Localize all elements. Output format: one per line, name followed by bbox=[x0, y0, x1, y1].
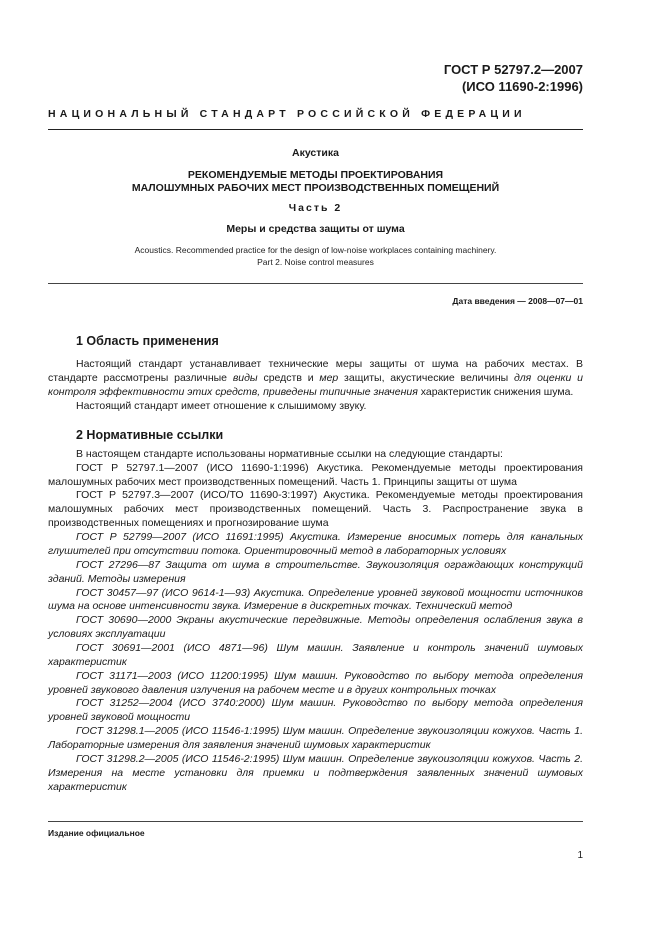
reference-item: ГОСТ Р 52797.1—2007 (ИСО 11690-1:1996) Акустика. Рекомендуемые методы проектирования малошумных рабочих мест производственных помещений. Часть 1. Принципы защиты от шума bbox=[48, 461, 583, 488]
reference-item: ГОСТ Р 52797.3—2007 (ИСО/ТО 11690-3:1997) Акустика. Рекомендуемые методы проектирования малошумных рабочих мест производственных помещений. Часть 3. Распространение звука в производственных помещениях и прогнозирование шума bbox=[48, 489, 583, 530]
reference-item: ГОСТ 31298.2—2005 (ИСО 11546-2:1995) Шум машин. Определение звукоизоляции кожухов. Часть 2. Измерения на месте установки для приемки и подтверждения заявленных значений шумовых характеристик bbox=[48, 752, 583, 793]
reference-item: ГОСТ 30457—97 (ИСО 9614-1—93) Акустика. Определение уровней звуковой мощности источников шума на основе интенсивности звука. Измерение в дискретных точках. Технический метод bbox=[48, 586, 583, 613]
text-run: характеристик снижения шума. bbox=[417, 386, 574, 399]
text-run: средств и bbox=[257, 372, 320, 385]
document-title bbox=[48, 169, 583, 196]
iso-number: (ИСО 11690-2:1996) bbox=[461, 78, 583, 94]
reference-item: ГОСТ Р 52799—2007 (ИСО 11691:1995) Акустика. Измерение вносимых потерь для канальных глушителей при отсутствии потока. Ориентировочный метод в лабораторных условиях bbox=[48, 531, 583, 557]
header-rule bbox=[48, 129, 583, 130]
section-1-paragraph-1 bbox=[48, 358, 583, 400]
title-rule bbox=[48, 283, 583, 284]
italic-run: мер bbox=[319, 372, 339, 385]
subject-title: Акустика bbox=[292, 147, 339, 160]
standard-header bbox=[48, 62, 583, 96]
text-run: Настоящий стандарт устанавливает технические меры защиты от шума на рабочих местах. В стандарте рассмотрены различные bbox=[48, 358, 583, 385]
part-label: Часть 2 bbox=[288, 201, 343, 214]
english-title-line1: Acoustics. Recommended practice for the design of low-noise workplaces containing machinery. bbox=[134, 244, 497, 255]
reference-item: ГОСТ 31298.1—2005 (ИСО 11546-1:1995) Шум машин. Определение звукоизоляции кожухов. Часть 1. Лабораторные измерения для заявления значений шумовых характеристик bbox=[48, 725, 583, 751]
document-title-line1: РЕКОМЕНДУЕМЫЕ МЕТОДЫ ПРОЕКТИРОВАНИЯ bbox=[187, 168, 444, 181]
reference-item: ГОСТ 30690—2000 Экраны акустические передвижные. Методы определения ослабления звука в условиях эксплуатации bbox=[48, 614, 583, 641]
section-2-intro: В настоящем стандарте использованы нормативные ссылки на следующие стандарты: bbox=[76, 447, 503, 460]
references-list bbox=[48, 462, 583, 795]
reference-item: ГОСТ 31252—2004 (ИСО 3740:2000) Шум машин. Руководство по выбору метода определения уровней звуковой мощности bbox=[48, 697, 583, 724]
english-title-line2: Part 2. Noise control measures bbox=[257, 256, 374, 267]
page-number: 1 bbox=[577, 850, 583, 861]
section-2-heading: 2 Нормативные ссылки bbox=[76, 427, 224, 442]
italic-run: виды bbox=[232, 372, 258, 385]
reference-item: ГОСТ 27296—87 Защита от шума в строительстве. Звукоизоляция ограждающих конструкций зданий. Методы измерения bbox=[48, 558, 583, 585]
english-title bbox=[48, 245, 583, 269]
document-title-line2: МАЛОШУМНЫХ РАБОЧИХ МЕСТ ПРОИЗВОДСТВЕННЫХ ПОМЕЩЕНИЙ bbox=[131, 182, 500, 195]
edition-label: Издание официальное bbox=[48, 828, 145, 838]
text-run: защиты, акустические величины bbox=[338, 372, 514, 385]
national-standard-title: НАЦИОНАЛЬНЫЙ СТАНДАРТ РОССИЙСКОЙ ФЕДЕРАЦИИ bbox=[48, 107, 526, 120]
section-1-paragraph-2: Настоящий стандарт имеет отношение к слышимому звуку. bbox=[76, 400, 367, 413]
reference-item: ГОСТ 31171—2003 (ИСО 11200:1995) Шум машин. Руководство по выбору метода определения уровней звукового давления излучения на рабочем месте и в других контрольных точках bbox=[48, 669, 583, 696]
introduction-date: Дата введения — 2008—07—01 bbox=[452, 295, 583, 306]
section-1-heading: 1 Область применения bbox=[76, 334, 219, 349]
footer-rule bbox=[48, 821, 583, 822]
part-subtitle: Меры и средства защиты от шума bbox=[226, 223, 405, 236]
reference-item: ГОСТ 30691—2001 (ИСО 4871—96) Шум машин. Заявление и контроль значений шумовых характеристик bbox=[48, 641, 583, 668]
italic-run: для оценки и контроля эффективности этих средств, приведены типичные значения bbox=[48, 372, 583, 399]
standard-number: ГОСТ Р 52797.2—2007 bbox=[443, 62, 583, 77]
